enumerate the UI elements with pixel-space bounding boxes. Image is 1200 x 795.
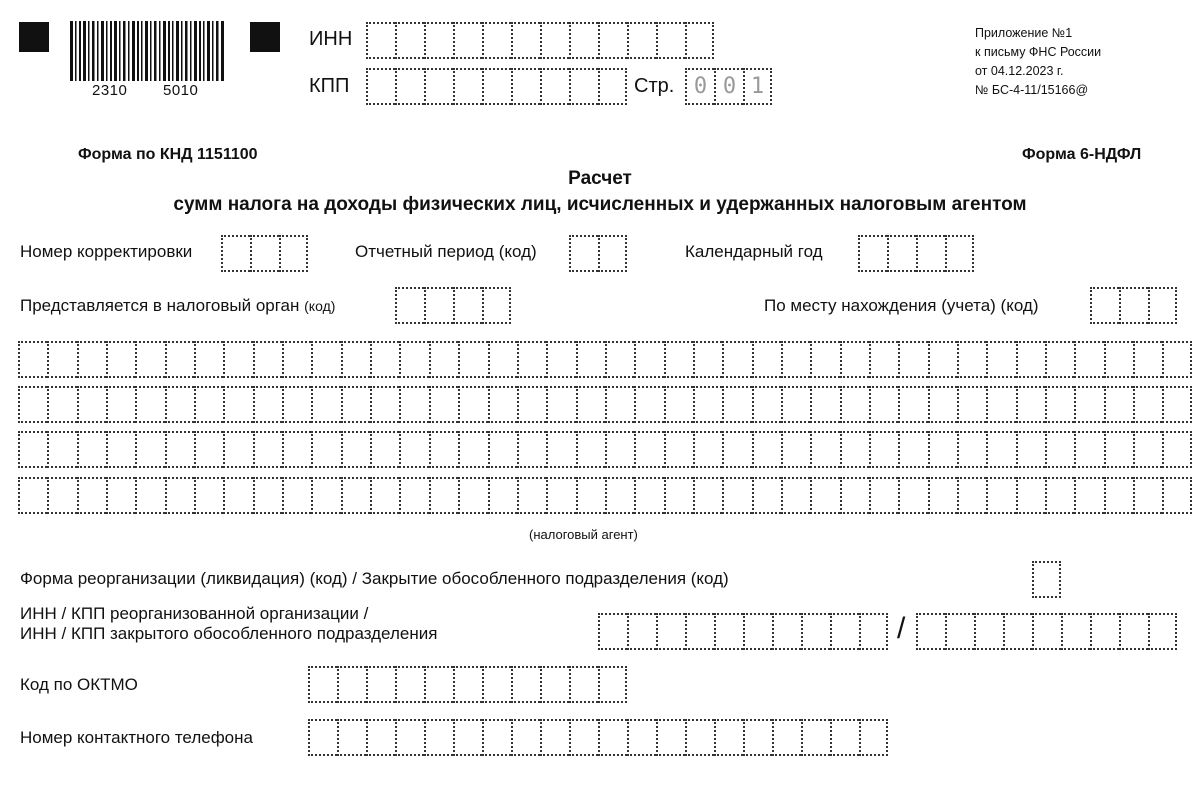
appendix-line: № БС-4-11/15166@ [975, 83, 1089, 97]
page-digit: 1 [743, 68, 772, 105]
reorganization-form-field[interactable] [1032, 561, 1061, 598]
kpp-label: КПП [309, 75, 350, 97]
phone-field[interactable] [308, 719, 888, 756]
tax-agent-name-row[interactable] [18, 386, 1192, 423]
reorganized-inn-label-line1: ИНН / КПП реорганизованной организации / [20, 604, 369, 623]
appendix-line: Приложение №1 [975, 26, 1073, 40]
tax-agent-name-row[interactable] [18, 431, 1192, 468]
page-number-field[interactable] [685, 68, 772, 105]
tax-agent-name-row[interactable] [18, 341, 1192, 378]
reorganized-inn-field[interactable] [598, 613, 888, 650]
oktmo-label: Код по ОКТМО [20, 675, 138, 694]
tax-authority-label [20, 296, 335, 316]
reorganized-kpp-field[interactable] [916, 613, 1177, 650]
tax-authority-label-main: Представляется в налоговый орган [20, 296, 300, 315]
appendix-line: от 04.12.2023 г. [975, 64, 1064, 78]
kpp-field[interactable] [366, 68, 627, 105]
inn-kpp-separator: / [897, 612, 906, 645]
page-digit: 0 [685, 68, 714, 105]
calendar-year-field[interactable] [858, 235, 974, 272]
barcode-digits-right: 5010 [163, 82, 199, 99]
tax-agent-name-row[interactable] [18, 477, 1192, 514]
appendix-note [975, 24, 1101, 100]
document-subtitle: сумм налога на доходы физических лиц, исчисленных и удержанных налоговым агентом [173, 194, 1027, 215]
location-code-field[interactable] [1090, 287, 1177, 324]
page-digit: 0 [714, 68, 743, 105]
reporting-period-label: Отчетный период (код) [355, 242, 537, 261]
alignment-marker-left [19, 22, 49, 52]
location-label: По месту нахождения (учета) (код) [764, 296, 1039, 315]
page-label: Стр. [634, 75, 675, 97]
reorganized-inn-label-line2: ИНН / КПП закрытого обособленного подразделения [20, 624, 438, 643]
document-title: Расчет [568, 168, 632, 189]
appendix-line: к письму ФНС России [975, 45, 1102, 59]
tax-authority-code-field[interactable] [395, 287, 511, 324]
inn-field[interactable] [366, 22, 714, 59]
alignment-marker-right [250, 22, 280, 52]
form-name: Форма 6-НДФЛ [1022, 146, 1142, 163]
barcode-digits-left: 2310 [92, 82, 128, 99]
phone-label: Номер контактного телефона [20, 728, 253, 747]
barcode [68, 21, 228, 84]
form-knd-code: Форма по КНД 1151100 [78, 146, 258, 163]
reorganization-form-label: Форма реорганизации (ликвидация) (код) / Закрытие обособленного подразделения (код) [20, 569, 729, 588]
correction-number-field[interactable] [221, 235, 308, 272]
calendar-year-label: Календарный год [685, 242, 823, 261]
correction-number-label: Номер корректировки [20, 242, 193, 261]
reporting-period-field[interactable] [569, 235, 627, 272]
inn-label: ИНН [309, 28, 353, 50]
oktmo-field[interactable] [308, 666, 627, 703]
tax-authority-label-suffix: (код) [304, 298, 336, 314]
tax-agent-caption: (налоговый агент) [529, 527, 638, 542]
